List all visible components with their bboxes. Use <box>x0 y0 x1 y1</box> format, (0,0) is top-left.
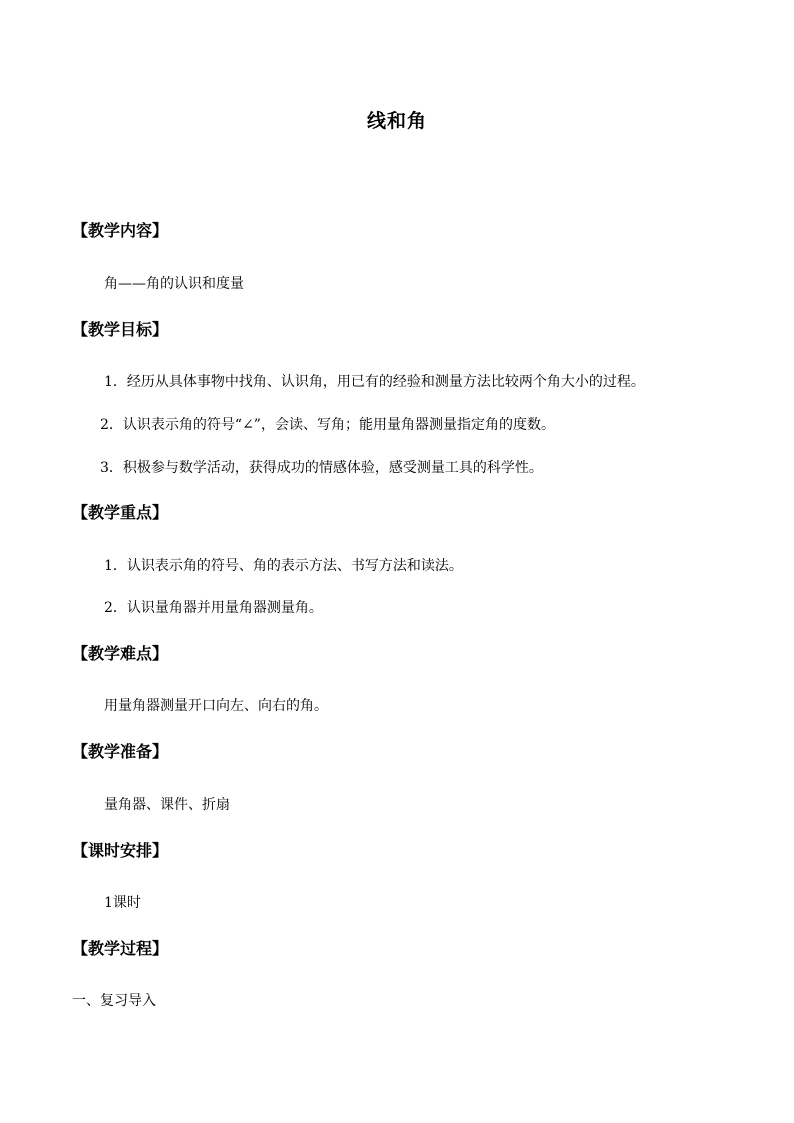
heading-preparation: 【教学准备】 <box>72 742 169 761</box>
preparation-text: 量角器、课件、折扇 <box>104 797 230 813</box>
heading-key-points: 【教学重点】 <box>72 503 169 522</box>
heading-teaching-goals: 【教学目标】 <box>72 320 169 339</box>
difficulties-text: 用量角器测量开口向左、向右的角。 <box>104 698 328 714</box>
teaching-content-text: 角——角的认识和度量 <box>104 276 244 292</box>
heading-difficulties: 【教学难点】 <box>72 644 169 663</box>
process-subheading: 一、复习导入 <box>72 993 156 1009</box>
heading-schedule: 【课时安排】 <box>72 841 169 860</box>
heading-teaching-process: 【教学过程】 <box>72 939 169 958</box>
goal-item-1: 1．经历从具体事物中找角、认识角，用已有的经验和测量方法比较两个角大小的过程。 <box>104 374 645 390</box>
keypoint-item-2: 2．认识量角器并用量角器测量角。 <box>104 600 323 616</box>
goal-item-3: 3．积极参与数学活动，获得成功的情感体验，感受测量工具的科学性。 <box>100 460 543 476</box>
document-title: 线和角 <box>366 110 427 132</box>
schedule-text: 1课时 <box>104 895 141 911</box>
heading-teaching-content: 【教学内容】 <box>72 221 169 240</box>
goal-item-2: 2．认识表示角的符号“∠”，会读、写角；能用量角器测量指定角的度数。 <box>100 417 555 433</box>
keypoint-item-1: 1．认识表示角的符号、角的表示方法、书写方法和读法。 <box>104 558 463 574</box>
